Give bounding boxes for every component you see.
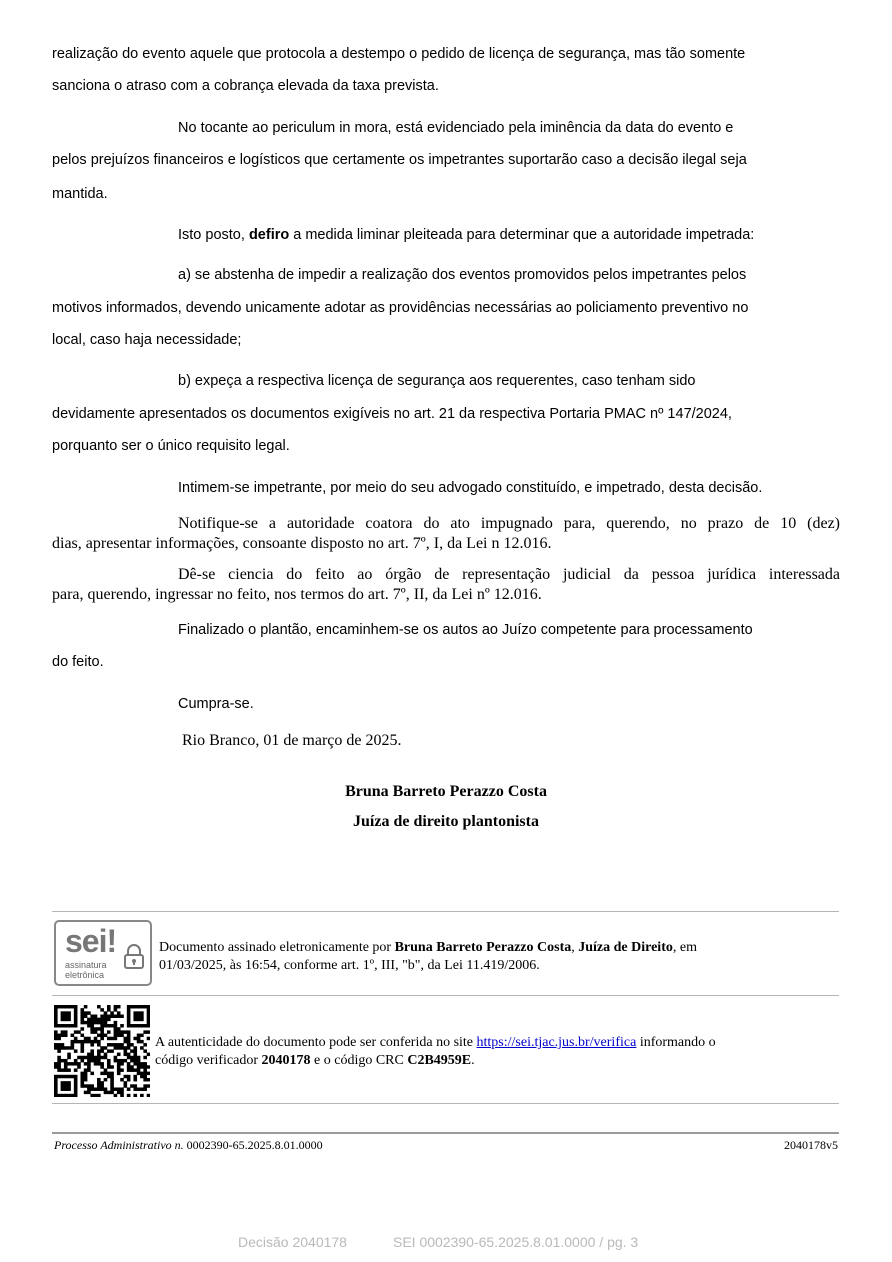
text-line: dias, apresentar informações, consoante disposto no art. 7º, I, da Lei n 12.016. <box>52 535 552 552</box>
text-line: Intimem-se impetrante, por meio do seu advogado constituído, e impetrado, desta decisão. <box>178 480 763 496</box>
text-segment: , em <box>672 940 697 955</box>
text-line: Finalizado o plantão, encaminhem-se os autos ao Juízo competente para processamento <box>178 622 753 638</box>
text-line: No tocante ao periculum in mora, está evidenciado pela iminência da data do evento e <box>178 120 734 136</box>
text-line <box>178 218 754 252</box>
place-date: Rio Branco, 01 de março de 2025. <box>182 732 402 749</box>
text-segment: Documento assinado eletronicamente por <box>159 940 395 955</box>
divider <box>52 911 839 912</box>
signature-name: Bruna Barreto Perazzo Costa <box>394 940 572 955</box>
text-line: do feito. <box>52 654 104 670</box>
sei-logo <box>54 920 152 986</box>
page-footer-left: Decisão 2040178 <box>238 1234 347 1250</box>
text-line: sanciona o atraso com a cobrança elevada da taxa prevista. <box>52 78 439 94</box>
process-value: 0002390-65.2025.8.01.0000 <box>183 1138 323 1152</box>
verification-line-2 <box>155 1052 475 1070</box>
process-number <box>54 1138 323 1153</box>
text-segment: . <box>471 1053 475 1068</box>
signature-line-1 <box>159 939 697 957</box>
verification-line-1 <box>155 1034 716 1052</box>
signer-role: Juíza de direito plantonista <box>353 813 539 830</box>
verification-code: 2040178 <box>261 1053 311 1068</box>
text-line: a) se abstenha de impedir a realização dos eventos promovidos pelos impetrantes pelos <box>178 267 747 283</box>
text-line: motivos informados, devendo unicamente adotar as providências necessárias ao policiamento preventivo no <box>52 300 749 316</box>
bold-defiro: defiro <box>248 227 290 243</box>
text-line: para, querendo, ingressar no feito, nos termos do art. 7º, II, da Lei nº 12.016. <box>52 586 542 603</box>
sei-logo-sub1: assinatura <box>65 960 107 970</box>
signer-name: Bruna Barreto Perazzo Costa <box>345 783 547 800</box>
text-line: realização do evento aquele que protocola a destempo o pedido de licença de segurança, mas tão somente <box>52 46 746 62</box>
text-line: Notifique-se a autoridade coatora do ato impugnado para, querendo, no prazo de 10 (dez) <box>178 515 840 532</box>
text-line: pelos prejuízos financeiros e logísticos que certamente os impetrantes suportarão caso a decisão ilegal seja <box>52 152 747 168</box>
verification-link[interactable]: https://sei.tjac.jus.br/verifica <box>476 1035 637 1050</box>
text-line: devidamente apresentados os documentos exigíveis no art. 21 da respectiva Portaria PMAC nº 147/2024, <box>52 406 732 422</box>
text-segment: A autenticidade do documento pode ser conferida no site <box>155 1035 477 1050</box>
text-line: Dê-se ciencia do feito ao órgão de representação judicial da pessoa jurídica interessada <box>178 566 840 583</box>
signature-line-2: 01/03/2025, às 16:54, conforme art. 1º, III, "b", da Lei 11.419/2006. <box>159 958 540 973</box>
text-line: porquanto ser o único requisito legal. <box>52 438 290 454</box>
qr-code-icon[interactable] <box>54 1005 150 1097</box>
footer-rule <box>52 1132 839 1134</box>
text-segment: , <box>571 940 579 955</box>
text-segment: informando o <box>636 1035 716 1050</box>
sei-logo-sub2: eletrônica <box>65 970 105 980</box>
signature-role: Juíza de Direito <box>578 940 673 955</box>
crc-code: C2B4959E <box>407 1053 472 1068</box>
text-line: Cumpra-se. <box>178 696 254 712</box>
text-segment: código verificador <box>155 1053 262 1068</box>
process-label: Processo Administrativo n. <box>54 1138 184 1152</box>
text-segment: e o código CRC <box>310 1053 408 1068</box>
text-line: local, caso haja necessidade; <box>52 332 242 348</box>
text-line: b) expeça a respectiva licença de segurança aos requerentes, caso tenham sido <box>178 373 696 389</box>
page-footer-right: SEI 0002390-65.2025.8.01.0000 / pg. 3 <box>393 1234 639 1250</box>
sei-logo-text: sei! <box>65 923 117 959</box>
divider <box>52 1103 839 1104</box>
text-segment: Isto posto, <box>178 227 249 243</box>
document-version: 2040178v5 <box>784 1138 838 1152</box>
text-segment: a medida liminar pleiteada para determinar que a autoridade impetrada: <box>289 227 755 243</box>
padlock-icon <box>122 944 146 970</box>
text-line: mantida. <box>52 186 108 202</box>
divider <box>52 995 839 996</box>
